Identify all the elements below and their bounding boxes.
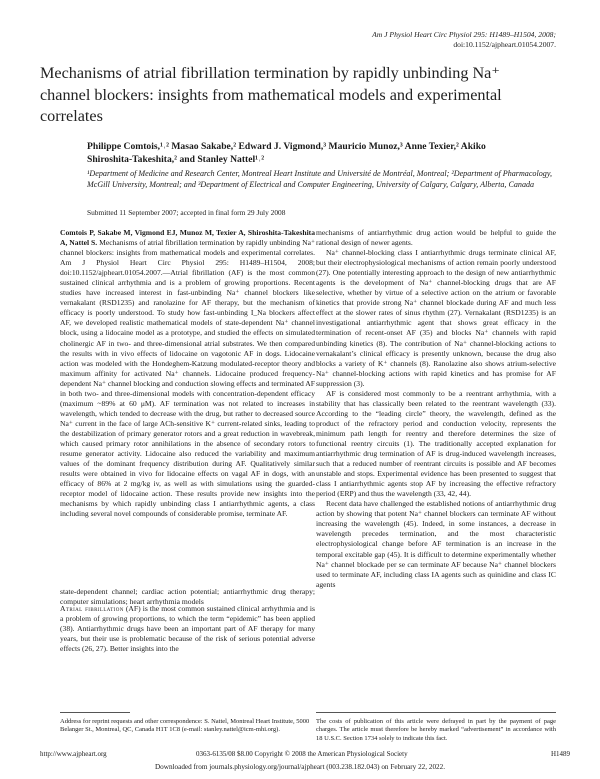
abstract-text: Mechanisms of atrial fibrillation termination by rapidly unbinding Na⁺ channel blockers: insights from mathematical models and experimental correlates. Am J Physiol Heart Circ Physiol 295: H1489–H1504, 2008; doi:10.1152/ajpheart.01054.2007.—Atrial fibrillation (AF) is the most common sustained clinical arrhythmia and is a problem of growing proportions. Recent studies have increased interest in fast-unbinding Na⁺ channel blockers like vernakalant (RSD1235) and ranolazine for AF therapy, but the mechanism of efficacy is poorly understood. To study how fast-unbinding I_Na blockers affect AF, we developed realistic mathematical models of state-dependent Na⁺ channel block, using a lidocaine model as a prototype, and studied the effects on simulated cholinergic AF in two- and three-dimensional atrial substrates. We then compared the results with in vivo effects of lidocaine on vagotonic AF in dogs. Lidocaine action was modeled with the Hondeghem-Katzung modulated-receptor theory and maximum affinity for activated Na⁺ channels. Lidocaine produced frequency-dependent Na⁺ channel blocking and conduction slowing effects and terminated AF in both two- and three-dimensional models with concentration-dependent efficacy (maximum ~89% at 60 μM). AF termination was not related to increases in wavelength, which tended to decrease with the drug, but rather to decreased source Na⁺ current in the face of large ACh-sensitive K⁺ current-related sinks, leading to the destabilization of primary generator rotors and a great reduction in wavebreak, which caused primary rotor annihilations in the absence of secondary rotors to resume generator activity. Lidocaine also reduced the variability and maximum values of the dominant frequency distribution during AF. Qualitatively similar results were obtained in vivo for lidocaine effects on vagal AF in dogs, with an efficacy of 86% at 2 mg/kg iv, as well as with simulations using the guarded-receptor model of lidocaine action. These results provide new insights into the mechanisms by which rapidly unbinding class I antiarrhythmic agents, a class including several novel compounds of considerable promise, terminate AF. bbox=[60, 238, 315, 519]
intro-lead-in: Atrial fibrillation bbox=[60, 604, 124, 613]
article-title: Mechanisms of atrial fibrillation termination by rapidly unbinding Na⁺ channel blockers: insights from mathematical models and experimental correlates bbox=[40, 64, 502, 125]
right-column-body bbox=[316, 228, 556, 590]
journal-citation-line: Am J Physiol Heart Circ Physiol 295: H1489–H1504, 2008; bbox=[372, 30, 556, 39]
introduction bbox=[60, 604, 315, 654]
paragraph: Na⁺ channel-blocking class I antiarrhythmic drugs terminate clinical AF, but their electrophysiological mechanisms of action remain poorly understood (27). One potentially interesting approach to the design of new antiarrhythmic agents is the development of Na⁺ channel-blocking drugs that are AF selective, whether by virtue of a selective action on the atrium or favorable kinetics that provide strong Na⁺ channel blockade during AF and much less effect at the slower rates of sinus rhythm (27). Vernakalant (RSD1235) is an investigational antiarrhythmic agent that shows great efficacy in the termination of recent-onset AF (35) and blocks Na⁺ channels with rapid unbinding kinetics (8). The contribution of Na⁺ channel-blocking actions to vernakalant’s clinical efficacy is presently unknown, because the drug also blocks a variety of K⁺ channels (8). Ranolazine also shows atrium-selective Na⁺ channel-blocking actions with rapid kinetics and has promise for AF suppression (3). bbox=[316, 248, 556, 388]
paragraph: Recent data have challenged the established notions of antiarrhythmic drug action by showing that potent Na⁺ channel blockers can terminate AF without increasing the wavelength (45). Indeed, in some instances, a decrease in wavelength precedes termination, and the most characteristic electrophysiological change before AF termination is an increase in the temporal excitable gap (45). It is difficult to determine experimentally whether Na⁺ channel blockade per se can terminate AF because Na⁺ channel blockers used to terminate AF, including class IA agents such as quinidine and class IC agents bbox=[316, 499, 556, 589]
keywords: state-dependent channel; cardiac action potential; antiarrhythmic drug therapy; computer simulations; heart arrhythmia models bbox=[60, 587, 315, 607]
footnote-divider bbox=[316, 712, 556, 713]
paragraph: mechanisms of antiarrhythmic drug action would be helpful to guide the rational design of newer agents. bbox=[316, 228, 556, 248]
intro-text: (AF) is the most common sustained clinical arrhythmia and is a problem of growing proportions, to which the term “epidemic” has been applied (38). Antiarrhythmic drugs have been an important part of AF therapy for many years, but their use is problematic because of the risk of serious potential adverse effects (26, 27). Better insights into the bbox=[60, 604, 316, 654]
submission-dates: Submitted 11 September 2007; accepted in final form 29 July 2008 bbox=[87, 208, 286, 217]
page-number: H1489 bbox=[550, 750, 570, 758]
download-notice: Downloaded from journals.physiology.org/journal/ajpheart (003.238.182.043) on February 22, 2022. bbox=[154, 763, 446, 771]
journal-url[interactable]: http://www.ajpheart.org bbox=[40, 750, 107, 758]
author-list: Philippe Comtois,¹˒² Masao Sakabe,² Edward J. Vigmond,³ Mauricio Munoz,³ Anne Texier,² Akiko Shiroshita-Takeshita,² and Stanley Nattel¹˒² bbox=[87, 141, 486, 165]
affiliations: ¹Department of Medicine and Research Center, Montreal Heart Institute and Université de Montréal, Montreal; ²Department of Pharmacology, McGill University, Montreal; and ³Department of Electrical and Computer Engineering, University of Calgary, Calgary, Alberta, Canada bbox=[87, 169, 552, 190]
correspondence-footnote: Address for reprint requests and other correspondence: S. Nattel, Montreal Heart Institute, 5000 Belanger St., Montreal, QC, Canada H1T 1C8 (e-mail: stanley.nattel@icm-mhi.org). bbox=[60, 718, 310, 734]
copyright: 0363-6135/08 $8.00 Copyright © 2008 the American Physiological Society bbox=[196, 750, 408, 758]
footnote-divider bbox=[60, 712, 130, 713]
abstract bbox=[60, 228, 315, 519]
journal-doi: doi:10.1152/ajpheart.01054.2007. bbox=[453, 40, 556, 49]
journal-citation bbox=[372, 30, 556, 50]
abstract-citation-authors: Comtois P, Sakabe M, Vigmond EJ, Munoz M, Texier A, Shiroshita-Takeshita A, Nattel S. bbox=[60, 228, 315, 248]
page-charge-footnote: The costs of publication of this article were defrayed in part by the payment of page charges. The article must therefore be hereby marked “advertisement” in accordance with 18 U.S.C. Section 1734 solely to indicate this fact. bbox=[316, 718, 556, 742]
paragraph: AF is considered most commonly to be a reentrant arrhythmia, with a stability that has classically been related to the reentrant wavelength (33). According to the “leading circle” theory, the wavelength, defined as the product of the refractory period and conduction velocity, represents the minimum path length for reentry and therefore determines the size of functional reentry circuits (1). The traditionally accepted explanation for antiarrhythmic drug termination of AF is drug-induced wavelength increases, such that a reduced number of reentrant circuits is possible and AF becomes unstable and stops. Experimental evidence has been presented to suggest that class I antiarrhythmic agents stop AF by increasing the effective refractory period (ERP) and thus the wavelength (33, 42, 44). bbox=[316, 388, 556, 499]
